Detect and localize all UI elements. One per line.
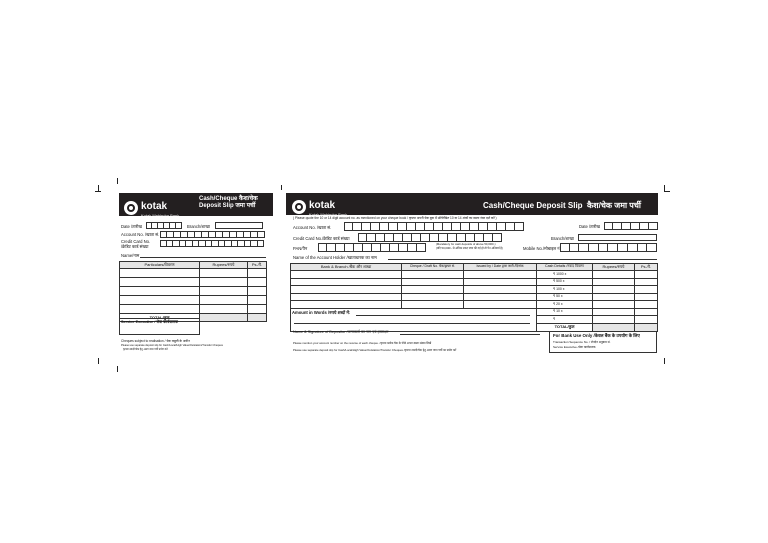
slip-col-bank-branch: Bank & Branch /बैंक और शाखा [291, 264, 402, 271]
denomination-500: ₹ 500 x [537, 278, 593, 286]
slip-account-label: Account No. /खाता सं. [293, 225, 332, 230]
table-row[interactable] [120, 296, 267, 305]
slip-holder-label: Name of the Account Holder /खाताधारक का नाम [293, 255, 377, 260]
table-row[interactable] [291, 293, 658, 301]
cf-service-exec-label: Service Executive / सेवा कार्यपालक [121, 320, 178, 324]
counterfoil-logo [124, 197, 179, 218]
denomination-1000: ₹ 1000 x [537, 271, 593, 279]
slip-branch-field[interactable] [578, 234, 657, 241]
crop-mark [664, 358, 665, 364]
slip-col-rupees: Rupees/रुपये [593, 264, 635, 271]
bank-use-line-2: Service Executive /सेवा कार्यपालक [553, 345, 596, 349]
crop-mark [98, 358, 99, 364]
bank-use-line-1: Transaction Sequence No. / लेनदेन अनुक्रम सं. [553, 340, 611, 344]
slip-branch-label: Branch/शाखा [551, 236, 574, 241]
slip-mobile-label: Mobile No./मोबाइल नं. [523, 246, 561, 251]
denomination-100: ₹ 100 x [537, 286, 593, 294]
slip-col-issued-by: Issued by / Date द्वारा जारी /दिनांक [464, 264, 537, 271]
slip-logo [292, 196, 347, 217]
slip-total-label: TOTAL/कुल [537, 323, 593, 331]
slip-col-cash-details: Cash Details /नकद विवरण [537, 264, 593, 271]
denomination-20: ₹ 20 x [537, 301, 593, 309]
slip-col-cheque-no: Cheque / Draft No. चेक/ड्राफ्ट सं. [402, 264, 464, 271]
cf-branch-field[interactable] [215, 222, 263, 229]
slip-credit-card-boxes[interactable] [358, 233, 502, 242]
crop-mark [117, 366, 118, 372]
brand-name: kotak [141, 201, 168, 212]
slip-mobile-boxes[interactable] [560, 243, 657, 252]
slip-pan-note-1: (Mandatory for cash deposits of above 50,000/-) [436, 242, 496, 246]
slip-credit-card-label: Credit Card No./क्रेडिट कार्ड संख्या [293, 236, 350, 241]
cf-col-particulars: Particulars/विवरण [120, 262, 200, 269]
cf-credit-card-boxes[interactable] [160, 240, 264, 247]
table-row[interactable] [291, 271, 658, 279]
cf-note-3: कृपया नकदी/चेक हेतु अलग जमा पर्ची प्रयोग करें [123, 348, 168, 351]
crop-mark [117, 178, 118, 184]
slip-title: Cash/Cheque Deposit Slip कैश/चेक जमा पर्ची [483, 201, 641, 210]
slip-pan-boxes[interactable] [318, 243, 426, 252]
slip-signature-line[interactable] [400, 334, 540, 335]
slip-account-boxes[interactable] [344, 222, 524, 231]
brand-tagline: Kotak Mahindra Bank [141, 213, 180, 218]
amount-in-words-cell[interactable] [291, 308, 537, 331]
table-row[interactable] [120, 305, 267, 314]
slip-deposit-table [290, 263, 658, 332]
amount-words-line-2[interactable] [294, 323, 530, 324]
slip-col-paise: Ps./पै. [635, 264, 658, 271]
kotak-logo-icon [124, 201, 138, 215]
amount-words-label: Amount in Words /रुपये शब्दों में: [292, 309, 351, 315]
cf-name-line[interactable] [140, 257, 266, 258]
cf-note-1: Cheques subject to realisation / चेक वसूली के अधीन [121, 339, 190, 343]
amount-words-line-1[interactable] [356, 315, 530, 316]
table-row[interactable] [120, 287, 267, 296]
cf-account-boxes[interactable] [160, 231, 265, 238]
table-row[interactable] [291, 278, 658, 286]
cf-total-label: TOTAL/कुल [120, 314, 200, 322]
counterfoil-title: Cash/Cheque कैश/चेक Deposit Slip जमा पर्ची [199, 196, 258, 210]
denomination-10: ₹ 10 x [537, 308, 593, 316]
denomination-50: ₹ 50 x [537, 293, 593, 301]
crop-mark [281, 185, 282, 190]
bank-use-title: For Bank Use Only /केवल बैंक के उपयोग के लिए [553, 333, 640, 338]
slip-note-1: Please mention your account number on the reverse of each cheque. /कृपया प्रत्येक चेक के पीछे अपना खाता संख्या लिखें [293, 341, 432, 345]
slip-note-2: Please use separate deposit slip for Cash/Local/High Value/Outstation/Transfer Cheques /कृपया नकदी/चेक हेतु अलग जमा पर्ची का प्रयोग करें [293, 348, 457, 352]
cf-credit-card-label: Credit Card No. /क्रेडिट कार्ड संख्या [121, 239, 151, 249]
cf-col-paise: Ps./पै. [248, 262, 267, 269]
cf-date-boxes[interactable] [146, 222, 182, 229]
slip-instruction: ( Please quote the 10 or 14 digit account no. as mentioned on your cheque book / कृपया अपनी चेक बुक में उल्लिखित 10 या 14 अंकों का खाता नंबर दर्ज करें ) [293, 216, 497, 220]
table-row[interactable] [120, 269, 267, 278]
slip-pan-label: PAN/पैन [293, 246, 308, 251]
cf-account-label: Account No. /खाता सं. [121, 232, 160, 237]
cf-date-label: Date /तारीख [121, 224, 142, 229]
cf-note-2: Please use separate deposit slip for Cash/Local/High Value/Outstation/Transfer Cheques [121, 344, 223, 347]
kotak-logo-icon [292, 200, 306, 214]
cf-name-label: Name/नाम [121, 253, 140, 258]
slip-date-label: Date /तारीख [579, 224, 600, 229]
slip-date-boxes[interactable] [604, 222, 658, 230]
table-row[interactable] [120, 278, 267, 287]
denomination-coins: ₹ [537, 316, 593, 324]
cf-particulars-table [119, 261, 267, 322]
slip-signature-label: Name & Signature of Depositor /जमाकर्ता का नाम एवं हस्ताक्षर [293, 330, 389, 334]
cf-col-rupees: Rupees/रुपये [200, 262, 248, 269]
table-row[interactable] [291, 286, 658, 294]
table-row[interactable] [291, 301, 658, 309]
brand-tagline: Kotak Mahindra Bank [309, 212, 348, 217]
crop-mark [95, 191, 101, 192]
slip-pan-note-2: (यदि 50,000/- से अधिक नकद जमा की गई हो तो पैन अनिवार्य है) [436, 246, 503, 250]
slip-holder-line[interactable] [388, 259, 657, 260]
cf-branch-label: Branch/शाखा [187, 224, 210, 229]
brand-name: kotak [309, 200, 336, 211]
crop-mark [664, 191, 670, 192]
